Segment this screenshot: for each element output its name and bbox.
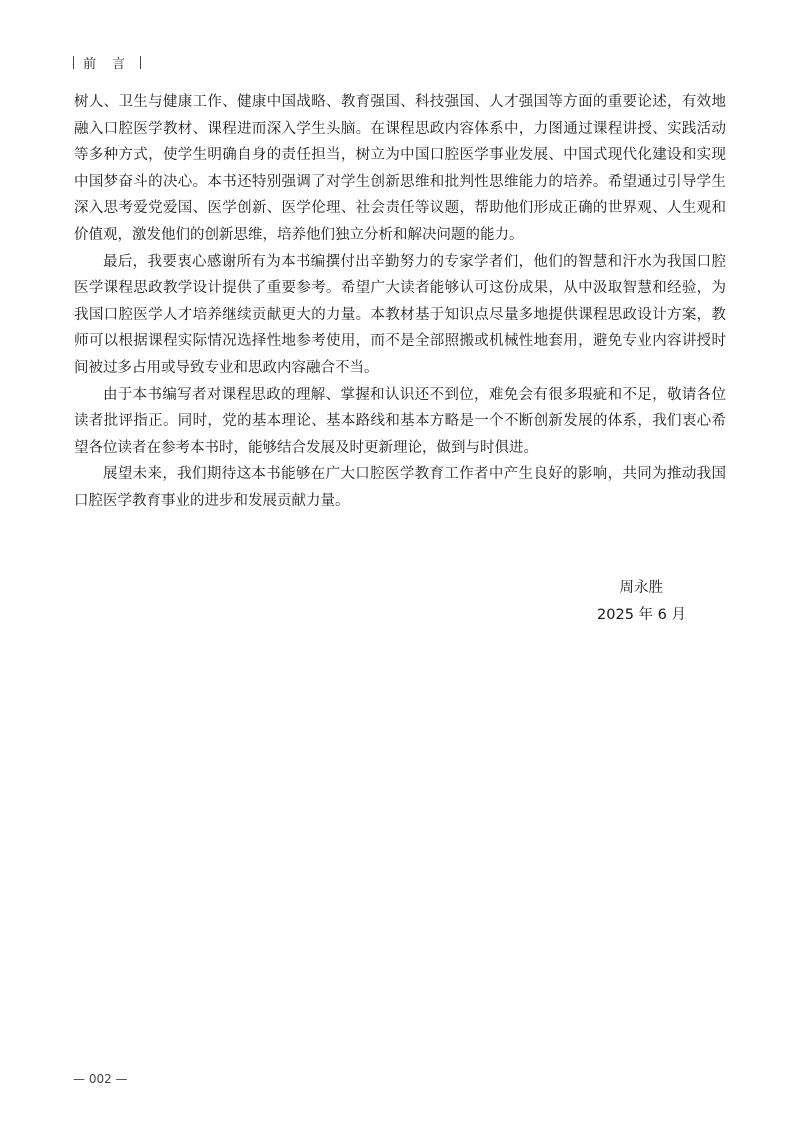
running-header [73, 52, 141, 72]
signature-date: 2025 年 6 月 [597, 607, 686, 623]
paragraph-acknowledgement: 最后，我要衷心感谢所有为本书编撰付出辛勤努力的专家学者们，他们的智慧和汗水为我国口腔医学课程思政教学设计提供了重要参考。希望广大读者能够认可这份成果，从中汲取智慧和经验，为我国口腔医学人才培养继续贡献更大的力量。本教材基于知识点尽量多地提供课程思政设计方案，教师可以根据课程实际情况选择性地参考使用，而不是全部照搬或机械性地套用，避免专业内容讲授时间被过多占用或导致专业和思政内容融合不当。 [74, 253, 726, 376]
header-divider-right [140, 56, 141, 69]
page-number: — 002 — [73, 1072, 128, 1086]
header-divider-left [73, 56, 74, 69]
paragraph-apology: 由于本书编写者对课程思政的理解、掌握和认识还不到位，难免会有很多瑕疵和不足，敬请各位读者批评指正。同时，党的基本理论、基本路线和基本方略是一个不断创新发展的体系，我们衷心希望各位读者在参考本书时，能够结合发展及时更新理论，做到与时俱进。 [74, 386, 726, 456]
section-title: 前 言 [83, 56, 132, 72]
author-name: 周永胜 [619, 580, 663, 596]
paragraph-outlook: 展望未来，我们期待这本书能够在广大口腔医学教育工作者中产生良好的影响，共同为推动我国口腔医学教育事业的进步和发展贡献力量。 [74, 466, 726, 509]
signature-block [597, 575, 686, 629]
preface-body [74, 89, 726, 515]
paragraph-continued: 树人、卫生与健康工作、健康中国战略、教育强国、科技强国、人才强国等方面的重要论述，有效地融入口腔医学教材、课程进而深入学生头脑。在课程思政内容体系中，力图通过课程讲授、实践活动等多种方式，使学生明确自身的责任担当，树立为中国口腔医学事业发展、中国式现代化建设和实现中国梦奋斗的决心。本书还特别强调了对学生创新思维和批判性思维能力的培养。希望通过引导学生深入思考爱党爱国、医学创新、医学伦理、社会责任等议题，帮助他们形成正确的世界观、人生观和价值观，激发他们的创新思维，培养他们独立分析和解决问题的能力。 [74, 94, 726, 243]
